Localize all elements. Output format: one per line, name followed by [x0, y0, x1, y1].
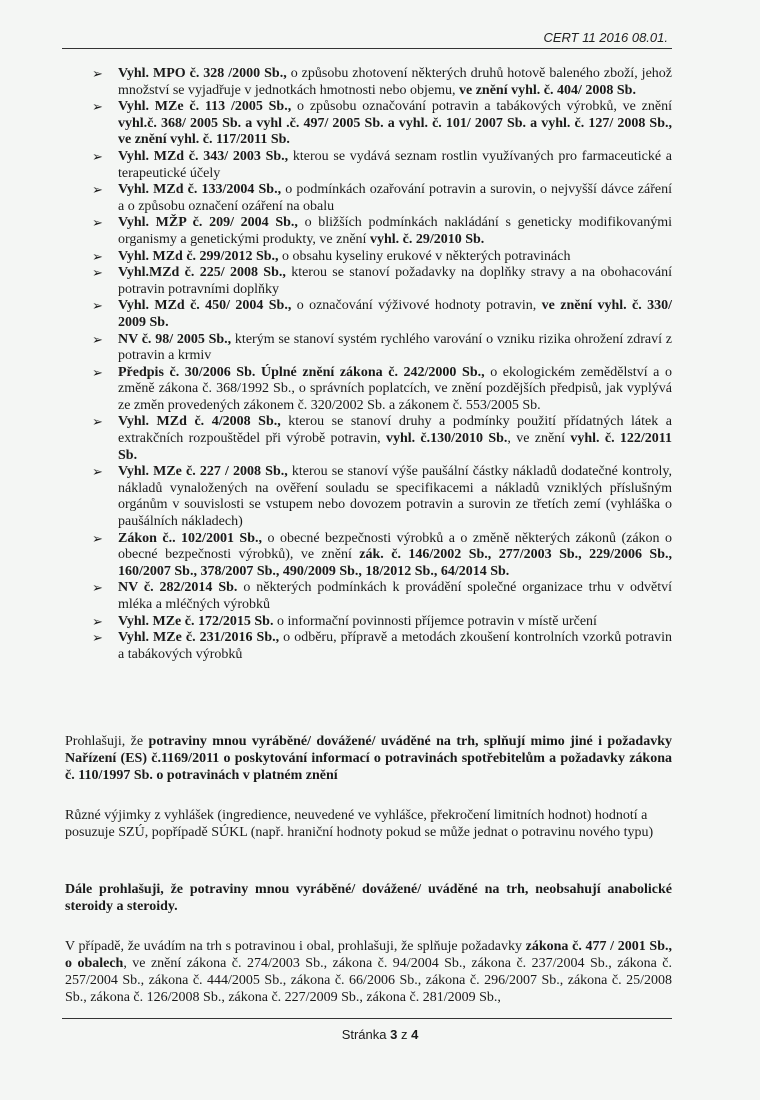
bold-text: Vyhl. MZd č. 133/2004 Sb.,	[118, 182, 282, 198]
arrow-bullet-icon: ➢	[92, 265, 103, 281]
bold-text: Vyhl. MŽP č. 209/ 2004 Sb.,	[118, 215, 298, 231]
bold-text: Vyhl. MZe č. 227 / 2008 Sb.,	[118, 464, 288, 480]
text: , ve znění zákona č. 274/2003 Sb., zákona č. 94/2004 Sb., zákona č. 237/2004 Sb., zákona č. 257/2004 Sb., zákona č. 444/2005 Sb., zákona č. 66/2006 Sb., zákona č. 296/2007 Sb., zákona č. 25/2008 Sb., zákona č. 126/2008 Sb., zákona č. 227/2009 Sb., zákona č. 281/2009 Sb.,	[65, 956, 673, 1005]
header-divider	[62, 48, 672, 49]
text: kterou se stanoví druhy a podmínky použití přídatných látek a extrakčních rozpouštědel při výrobě potravin,	[118, 414, 673, 447]
text: V případě, že uvádím na trh s potravinou i obal, prohlašuji, že splňuje požadavky	[65, 939, 526, 954]
packaging-declaration	[65, 938, 672, 1006]
arrow-bullet-icon: ➢	[92, 464, 103, 480]
text: o odběru, přípravě a metodách zkoušení kontrolních vzorků potravin a tabákových výrobků	[118, 630, 672, 662]
text: o ekologickém zemědělství a o změně zákona č. 368/1992 Sb., o správních poplatcích, ve znění pozdějších předpisů, jak vyplývá ze změn provedených zákonem č. 320/2002 Sb. a zákonem č. 553/2005 Sb.	[118, 364, 672, 413]
arrow-bullet-icon: ➢	[92, 248, 103, 264]
text: o obecné bezpečnosti výrobků a o změně některých zákonů (zákon o obecné bezpečnosti výrobků), ve znění	[118, 530, 672, 563]
arrow-bullet-icon: ➢	[92, 148, 103, 164]
arrow-bullet-icon: ➢	[92, 414, 103, 430]
bold-text: vyhl. č.130/2010 Sb.	[385, 431, 508, 447]
bold-text: potraviny mnou vyráběné/ dovážené/ uváděné na trh, splňují mimo jiné i požadavky Nařízení (ES) č.1169/2011 o poskytování informací o potravinách spotřebitelům a požadavky zákona č. 110/1997 Sb. o potravinách v platném znění	[65, 734, 672, 783]
list-item	[92, 99, 672, 149]
bold-text: zák. č. 146/2002 Sb., 277/2003 Sb., 229/2006 Sb., 160/2007 Sb., 378/2007 Sb., 490/2009 Sb., 18/2012 Sb., 64/2014 Sb.	[118, 547, 672, 579]
footer-divider	[62, 1018, 672, 1019]
legislation-list	[92, 66, 672, 663]
declaration-paragraph	[65, 733, 672, 784]
bold-text: Zákon č.. 102/2001 Sb.,	[118, 530, 262, 546]
bold-text: Vyhl.MZd č. 225/ 2008 Sb.,	[118, 265, 286, 281]
bold-text: Dále prohlašuji, že potraviny mnou vyráběné/ dovážené/ uváděné na trh, neobsahují anabolické steroidy a steroidy.	[65, 882, 672, 914]
text: , ve znění	[507, 431, 571, 447]
list-item	[92, 265, 672, 298]
arrow-bullet-icon: ➢	[92, 613, 103, 629]
text: o informační povinnosti příjemce potravin v místě určení	[273, 613, 597, 629]
arrow-bullet-icon: ➢	[92, 66, 103, 81]
bold-text: zákona č. 477 / 2001 Sb., o obalech	[65, 939, 672, 971]
arrow-bullet-icon: ➢	[92, 331, 103, 347]
arrow-bullet-icon: ➢	[92, 215, 103, 231]
text: o způsobu označování potravin a tabákových výrobků, ve znění	[291, 99, 672, 115]
list-item	[92, 149, 672, 182]
arrow-bullet-icon: ➢	[92, 99, 103, 115]
list-item	[92, 298, 672, 331]
total-pages: 4	[411, 1027, 419, 1042]
bold-text: ve znění vyhl. č. 330/ 2009 Sb.	[118, 298, 673, 330]
text: o označování výživové hodnoty potravin,	[291, 298, 542, 314]
bold-text: Vyhl. MZd č. 450/ 2004 Sb.,	[118, 298, 292, 314]
list-item	[92, 66, 672, 99]
page-sep: z	[397, 1027, 412, 1042]
bold-text: vyhl. č. 122/2011 Sb.	[118, 431, 672, 463]
list-item	[92, 464, 672, 530]
bold-text: vyhl. č. 29/2010 Sb.	[369, 231, 485, 247]
list-item	[92, 332, 672, 365]
list-item	[92, 249, 672, 266]
document-code: CERT 11 2016 08.01.	[543, 30, 668, 45]
arrow-bullet-icon: ➢	[92, 580, 103, 596]
text: kterou se stanoví výše paušální částky nákladů dodatečné kontroly, nákladů vynaložených na ověření souladu se specifikacemi a nákladů vzniklých příslušným orgánům v souvislosti se vstupem nebo dovozem potravin a surovin ze třetích zemí (vyhláška o paušálních nákladech)	[118, 464, 672, 530]
arrow-bullet-icon: ➢	[92, 530, 103, 546]
bold-text: NV č. 282/2014 Sb.	[118, 580, 238, 596]
text: o podmínkách ozařování potravin a surovin, o nejvyšší dávce záření a o způsobu označení ozáření na obalu	[118, 182, 673, 214]
text: o některých podmínkách k provádění společné organizace trhu v odvětví mléka a mléčných výrobků	[118, 580, 672, 612]
bold-text: Vyhl. MZd č. 343/ 2003 Sb.,	[118, 148, 289, 164]
list-item	[92, 182, 672, 215]
arrow-bullet-icon: ➢	[92, 182, 103, 198]
arrow-bullet-icon: ➢	[92, 630, 103, 646]
text: kterým se stanoví systém rychlého varování o vzniku rizika ohrožení zdraví z potravin a krmiv	[118, 331, 672, 364]
exceptions-paragraph	[65, 807, 672, 841]
text: Prohlašuji, že	[65, 734, 149, 749]
page-number	[0, 1027, 760, 1042]
text: o obsahu kyseliny erukové v některých potravinách	[278, 248, 571, 264]
bold-text: Vyhl. MZd č. 4/2008 Sb.,	[118, 414, 281, 430]
bold-text: NV č. 98/ 2005 Sb.,	[118, 331, 232, 347]
text: kterou se vydává seznam rostlin využívaných pro farmaceutické a terapeutické účely	[118, 148, 672, 181]
bold-text: Vyhl. MZd č. 299/2012 Sb.,	[118, 248, 279, 264]
list-item	[92, 365, 672, 415]
bold-text: Vyhl. MZe č. 172/2015 Sb.	[118, 613, 274, 629]
list-item	[92, 630, 672, 663]
list-item	[92, 580, 672, 613]
bold-text: vyhl.č. 368/ 2005 Sb. a vyhl .č. 497/ 2005 Sb. a vyhl. č. 101/ 2007 Sb. a vyhl. č. 127/ 2008 Sb., ve znění vyhl. č. 117/2011 Sb.	[118, 115, 672, 148]
arrow-bullet-icon: ➢	[92, 364, 103, 380]
page-label: Stránka	[341, 1027, 391, 1042]
list-item	[92, 531, 672, 581]
text: o bližších podmínkách nakládání s geneticky modifikovanými organismy a genetickými produkty, ve znění	[118, 215, 672, 247]
list-item	[92, 215, 672, 248]
text: o způsobu zhotovení některých druhů hotově baleného zboží, jehož množství se vyjadřuje v jednotkách hmotnosti nebo objemu,	[118, 66, 672, 98]
current-page: 3	[390, 1027, 398, 1042]
arrow-bullet-icon: ➢	[92, 298, 103, 314]
bold-text: Vyhl. MPO č. 328 /2000 Sb.,	[118, 66, 287, 81]
steroids-declaration	[65, 881, 672, 915]
bold-text: ve znění vyhl. č. 404/ 2008 Sb.	[459, 82, 636, 98]
bold-text: Vyhl. MZe č. 231/2016 Sb.,	[118, 630, 280, 646]
bold-text: Předpis č. 30/2006 Sb. Úplné znění zákona č. 242/2000 Sb.,	[118, 364, 485, 380]
text: Různé výjimky z vyhlášek (ingredience, neuvedené ve vyhlášce, překročení limitních hodnot) hodnotí a posuzuje SZÚ, popřípadě SÚKL (např. hraniční hodnoty pokud se může jednat o potravinu nového typu)	[65, 808, 654, 840]
bold-text: Vyhl. MZe č. 113 /2005 Sb.,	[118, 99, 292, 115]
list-item	[92, 614, 672, 631]
list-item	[92, 414, 672, 464]
text: kterou se stanoví požadavky na doplňky stravy a na obohacování potravin potravními doplňky	[118, 265, 672, 297]
